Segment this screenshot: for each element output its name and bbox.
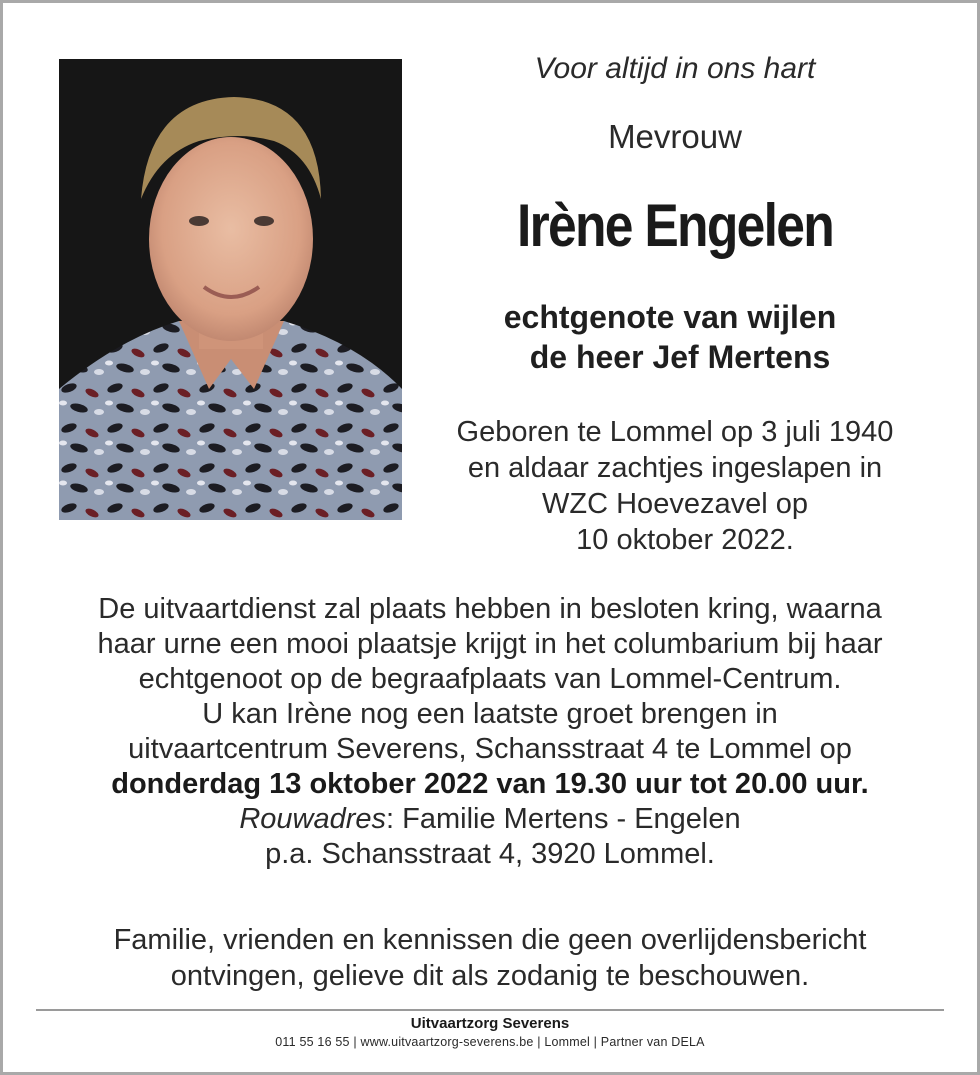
deceased-name: Irène Engelen bbox=[516, 192, 834, 259]
footer-divider bbox=[36, 1009, 944, 1011]
service-line: echtgenoot op de begraafplaats van Lommel-Centrum. bbox=[138, 663, 842, 695]
birth-line: WZC Hoevezavel op bbox=[542, 488, 808, 520]
mourning-address bbox=[0, 802, 980, 837]
service-line: uitvaartcentrum Severens, Schansstraat 4 te Lommel op bbox=[128, 733, 852, 765]
notice-line: ontvingen, gelieve dit als zodanig te beschouwen. bbox=[170, 960, 810, 992]
birth-line: en aldaar zachtjes ingeslapen in bbox=[467, 452, 883, 484]
notice-line: Familie, vrienden en kennissen die geen overlijdensbericht bbox=[113, 924, 867, 956]
funeral-home-name: Uitvaartzorg Severens bbox=[410, 1015, 570, 1032]
relation-line: de heer Jef Mertens bbox=[529, 339, 831, 375]
motto: Voor altijd in ons hart bbox=[534, 52, 816, 85]
service-line: De uitvaartdienst zal plaats hebben in besloten kring, waarna bbox=[98, 593, 882, 625]
notice-text bbox=[0, 922, 980, 994]
birth-line: Geboren te Lommel op 3 juli 1940 bbox=[456, 416, 894, 448]
salutation: Mevrouw bbox=[608, 118, 742, 155]
birth-line: 10 oktober 2022. bbox=[576, 524, 794, 556]
address-separator: : bbox=[386, 803, 395, 835]
service-line: haar urne een mooi plaatsje krijgt in het columbarium bij haar bbox=[97, 628, 883, 660]
relation-line: echtgenote van wijlen bbox=[503, 299, 837, 335]
address-name: Familie Mertens - Engelen bbox=[394, 803, 741, 835]
funeral-home-contact: 011 55 16 55 | www.uitvaartzorg-severens.be | Lommel | Partner van DELA bbox=[275, 1035, 705, 1049]
birth-death-text bbox=[405, 414, 945, 558]
relation-text bbox=[405, 297, 945, 377]
address-label: Rouwadres bbox=[239, 803, 387, 835]
service-text bbox=[0, 592, 980, 872]
service-line: U kan Irène nog een laatste groet brengen in bbox=[202, 698, 778, 730]
visitation-datetime: donderdag 13 oktober 2022 van 19.30 uur tot 20.00 uur. bbox=[111, 768, 869, 800]
address-line: p.a. Schansstraat 4, 3920 Lommel. bbox=[265, 838, 715, 870]
portrait-photo bbox=[59, 59, 402, 520]
